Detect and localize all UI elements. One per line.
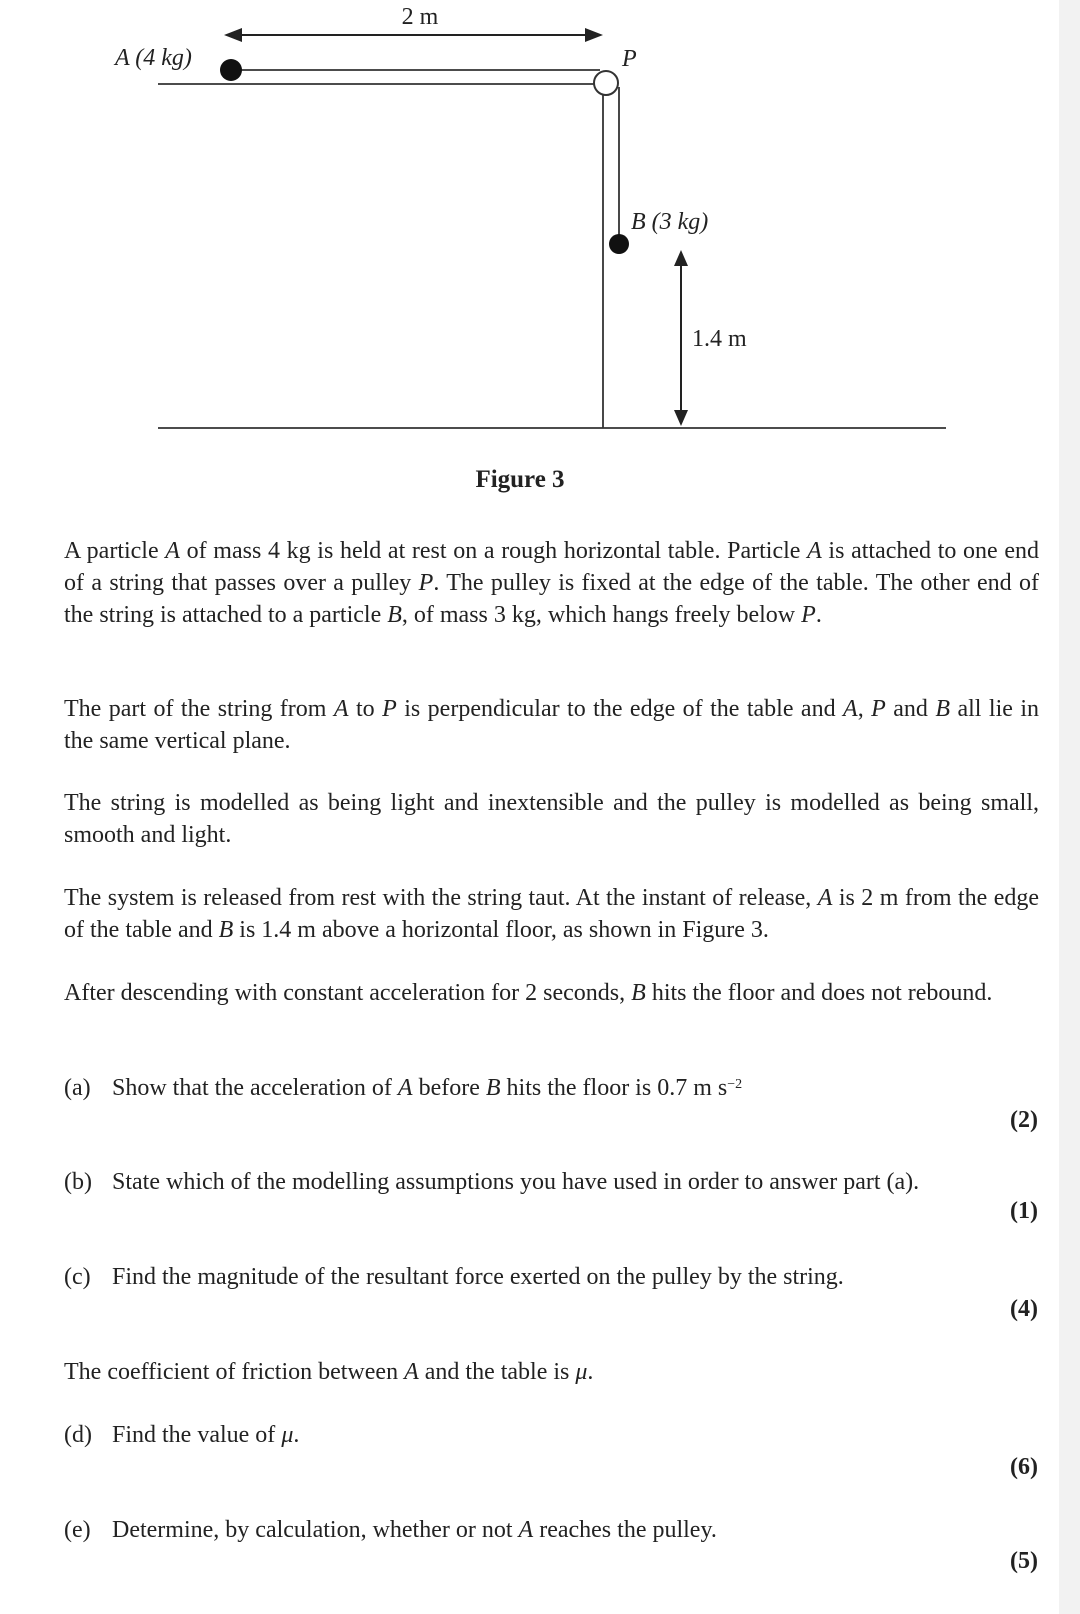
question-part-d: (d) Find the value of μ. bbox=[64, 1419, 1039, 1451]
friction-statement: The coefficient of friction between A and the table is μ. bbox=[64, 1359, 594, 1385]
label-particle-a: A (4 kg) bbox=[115, 45, 192, 71]
part-letter: (d) bbox=[64, 1422, 92, 1448]
part-letter: (c) bbox=[64, 1264, 91, 1290]
arrowhead-left-icon bbox=[224, 28, 242, 42]
part-letter: (a) bbox=[64, 1075, 91, 1101]
marks-b: (1) bbox=[1010, 1198, 1038, 1224]
pulley-p bbox=[594, 71, 618, 95]
dimension-label-1-4m: 1.4 m bbox=[692, 326, 747, 352]
arrowhead-up-icon bbox=[674, 250, 688, 266]
intro-paragraph-2: The part of the string from A to P is perpendicular to the edge of the table and A, P and B all lie in the same vertical plane. bbox=[64, 696, 1039, 754]
question-part-a: (a) Show that the acceleration of A before B hits the floor is 0.7 m $s^{-2}$ bbox=[64, 1072, 1039, 1104]
marks-e: (5) bbox=[1010, 1548, 1038, 1574]
marks-c: (4) bbox=[1010, 1296, 1038, 1322]
particle-a bbox=[220, 59, 242, 81]
label-pulley-p: P bbox=[622, 46, 637, 72]
figure-caption: Figure 3 bbox=[475, 466, 565, 493]
dimension-label-2m: 2 m bbox=[401, 4, 439, 30]
question-part-c: (c) Find the magnitude of the resultant force exerted on the pulley by the string. bbox=[64, 1261, 1039, 1293]
intro-paragraph-3: The string is modelled as being light and inextensible and the pulley is modelled as being small, smooth and light. bbox=[64, 790, 1039, 848]
marks-d: (6) bbox=[1010, 1454, 1038, 1480]
intro-paragraph-5: After descending with constant acceleration for 2 seconds, B hits the floor and does not rebound. bbox=[64, 980, 993, 1006]
question-part-b: (b) State which of the modelling assumptions you have used in order to answer part (a). bbox=[64, 1166, 1039, 1198]
arrowhead-right-icon bbox=[585, 28, 603, 42]
question-part-e: (e) Determine, by calculation, whether or not A reaches the pulley. bbox=[64, 1514, 1039, 1546]
figure-3-diagram bbox=[0, 0, 1080, 520]
part-letter: (e) bbox=[64, 1517, 91, 1543]
particle-b bbox=[609, 234, 629, 254]
label-particle-b: B (3 kg) bbox=[631, 209, 709, 235]
intro-paragraph-1: A particle A of mass 4 kg is held at rest on a rough horizontal table. Particle A is attached to one end of a string that passes over a pulley P. The pulley is fixed at the edge of the table. The other end of the string is attached to a particle B, of mass 3 kg, which hangs freely below P. bbox=[64, 538, 1039, 628]
arrowhead-down-icon bbox=[674, 410, 688, 426]
intro-paragraph-4: The system is released from rest with the string taut. At the instant of release, A is 2 m from the edge of the table and B is 1.4 m above a horizontal floor, as shown in Figure 3. bbox=[64, 885, 1040, 943]
marks-a: (2) bbox=[1010, 1107, 1038, 1133]
part-letter: (b) bbox=[64, 1169, 92, 1195]
